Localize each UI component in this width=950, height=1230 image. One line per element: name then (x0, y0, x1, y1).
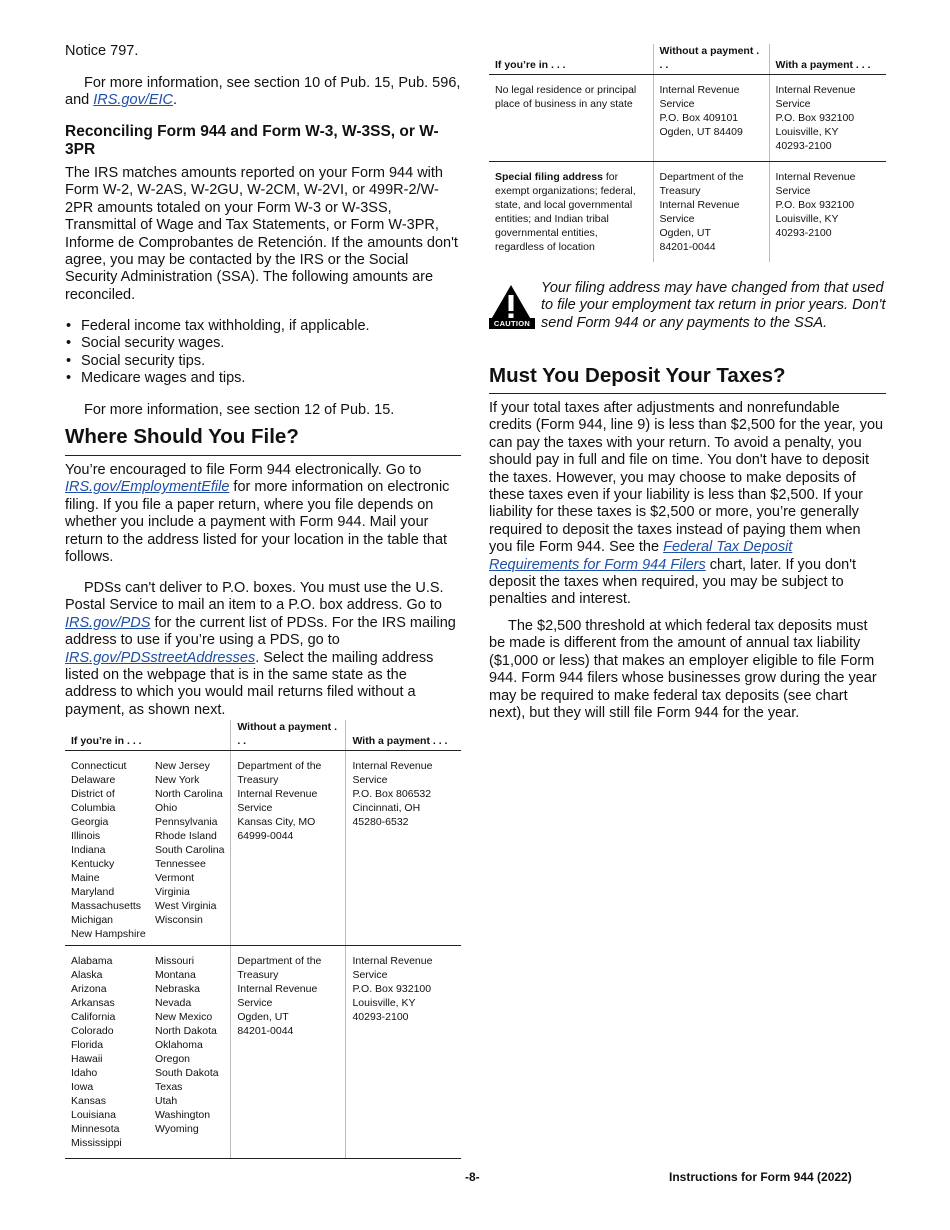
table-row (489, 75, 886, 162)
list-item: • Social security wages. (65, 335, 461, 352)
irs-eic-link[interactable]: IRS.gov/EIC (93, 92, 174, 109)
pds-street-addresses-link[interactable]: IRS.gov/PDSstreetAddresses (65, 649, 256, 666)
page-number: -8- (465, 1170, 480, 1184)
address-without-payment: Department of the Treasury Internal Revenue Service Ogden, UT 84201-0044 (231, 946, 346, 1159)
deposit-heading: Must You Deposit Your Taxes? (489, 364, 786, 387)
reconcile-paragraph: The IRS matches amounts reported on your Form 944 with Form W-2, W-2AS, W-2GU, W-2CM, W-2VI, or 499R-2/W-2PR amounts totaled on your Form W-3 or W-3SS, Transmittal of Wage and Tax Statements, or Form W-3PR, Informe de Comprobantes de Retención. If the amounts don't agree, you may be contacted by the IRS or the Social Security Administration (SSA). The following amounts are reconciled. (65, 165, 458, 303)
pds-paragraph: PDSs can't deliver to P.O. boxes. You must use the U.S. Postal Service to mail an item to a P.O. box address. Go to IRS.gov/PDS for the current list of PDSs. For the IRS mailing address to use if you’re using a PDS, go to IRS.gov/PDSstreetAddresses. Select the mailing address listed on the webpage that is in the same state as the address to which you would mail returns filed without a payment, as shown next. (65, 580, 456, 718)
list-item: • Social security tips. (65, 353, 461, 370)
address-with-payment: Internal Revenue Service P.O. Box 932100 Louisville, KY 40293-2100 (769, 162, 886, 263)
table-row (489, 162, 886, 263)
threshold-paragraph: The $2,500 threshold at which federal tax deposits must be made is different from the amount of annual tax liability ($1,000 or less) that makes an employer eligible to file Form 944. Form 944 filers whose businesses grow during the year may be required to make federal tax deposits (see chart next), but they will still file Form 944 for the year. (489, 618, 877, 722)
col-header-with: With a payment . . . (769, 44, 886, 75)
address-without-payment: Internal Revenue Service P.O. Box 409101 Ogden, UT 84409 (653, 75, 769, 162)
employment-efile-link[interactable]: IRS.gov/EmploymentEfile (65, 479, 230, 496)
table-row (65, 751, 461, 946)
where-heading: Where Should You File? (65, 425, 299, 448)
table-row (65, 946, 461, 1159)
where-heading-block (65, 425, 461, 456)
col-header-location: If you’re in . . . (489, 44, 653, 75)
sec12-paragraph: For more information, see section 12 of Pub. 15. (84, 402, 395, 418)
caution-label: CAUTION (493, 319, 531, 328)
pds-link[interactable]: IRS.gov/PDS (65, 614, 151, 631)
deposit-requirements-link[interactable]: Federal Tax Deposit Requirements for Form 944 Filers (489, 539, 793, 573)
col-header-location: If you’re in . . . (65, 720, 231, 751)
col-header-without: Without a payment . . . (653, 44, 769, 75)
list-item: • Federal income tax withholding, if applicable. (65, 318, 461, 335)
address-table-special (489, 44, 886, 262)
states-list-b: Missouri Montana Nebraska Nevada New Mexico North Dakota Oklahoma Oregon South Dakota Texas Utah Washington Wyoming (153, 946, 231, 1159)
address-table-states (65, 720, 461, 1159)
reconciled-list (65, 318, 461, 388)
deposit-heading-block (489, 364, 886, 394)
location-cell: No legal residence or principal place of business in any state (489, 75, 653, 162)
address-with-payment: Internal Revenue Service P.O. Box 932100 Louisville, KY 40293-2100 (769, 75, 886, 162)
notice-line: Notice 797. (65, 43, 139, 59)
states-list-a: Connecticut Delaware District of Columbia Georgia Illinois Indiana Kentucky Maine Maryland Massachusetts Michigan New Hampshire (65, 751, 153, 946)
address-without-payment: Department of the Treasury Internal Revenue Service Kansas City, MO 64999-0044 (231, 751, 346, 946)
list-item: • Medicare wages and tips. (65, 370, 461, 387)
efile-paragraph: You’re encouraged to file Form 944 electronically. Go to IRS.gov/EmploymentEfile for more information on electronic filing. If you file a paper return, where you file depends on whether you include a payment with Form 944. Mail your return to the address listed for your location in the table that follows. (65, 462, 450, 566)
caution-text: Your filing address may have changed from that used to file your employment tax return in prior years. Don't send Form 944 or any payments to the SSA. (541, 280, 886, 331)
address-without-payment: Department of the Treasury Internal Revenue Service Ogden, UT 84201-0044 (653, 162, 769, 263)
eic-paragraph: For more information, see section 10 of Pub. 15, Pub. 596, and IRS.gov/EIC. (65, 75, 461, 109)
document-title: Instructions for Form 944 (2022) (669, 1170, 852, 1184)
states-list-a: Alabama Alaska Arizona Arkansas California Colorado Florida Hawaii Idaho Iowa Kansas Louisiana Minnesota Mississippi (65, 946, 153, 1159)
deposit-paragraph: If your total taxes after adjustments and nonrefundable credits (Form 944, line 9) is less than $2,500 for the year, you can pay the taxes with your return. To avoid a penalty, you should pay in full and file on time. You don't have to deposit the taxes. However, you may choose to make deposits of these taxes even if your liability is less than $2,500. If your liability for these taxes is $2,500 or more, you’re generally required to deposit the taxes instead of paying them when you file Form 944. See the Federal Tax Deposit Requirements for Form 944 Filers chart, later. If you don't deposit the taxes when required, you may be subject to penalties and interest. (489, 400, 884, 608)
col-header-with: With a payment . . . (346, 720, 461, 751)
address-with-payment: Internal Revenue Service P.O. Box 932100 Louisville, KY 40293-2100 (346, 946, 461, 1159)
reconcile-heading: Reconciling Form 944 and Form W-3, W-3SS, or W-3PR (65, 123, 439, 158)
address-with-payment: Internal Revenue Service P.O. Box 806532 Cincinnati, OH 45280-6532 (346, 751, 461, 946)
states-list-b: New Jersey New York North Carolina Ohio Pennsylvania Rhode Island South Carolina Tennessee Vermont Virginia West Virginia Wisconsin (153, 751, 231, 946)
col-header-without: Without a payment . . . (231, 720, 346, 751)
location-cell: Special filing address for exempt organizations; federal, state, and local governmental entities; and Indian tribal governmental entities, regardless of location (495, 171, 636, 253)
